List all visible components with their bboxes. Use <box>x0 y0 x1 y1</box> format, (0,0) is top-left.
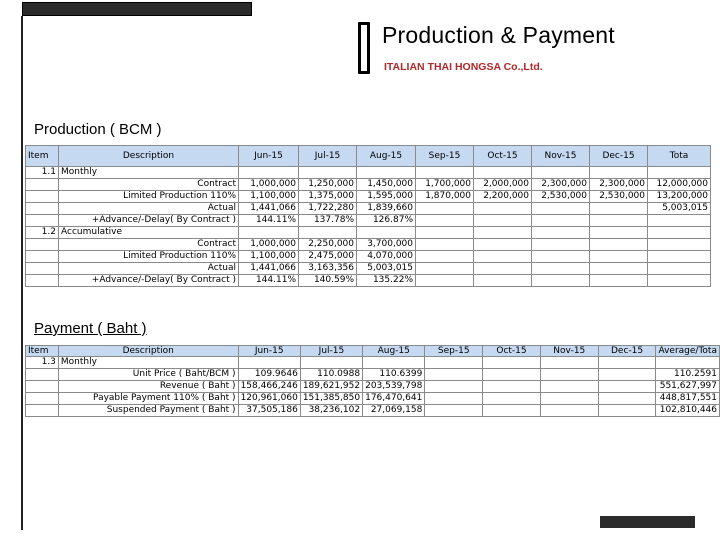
table-cell: 176,470,641 <box>363 393 425 405</box>
table-cell <box>474 203 532 215</box>
top-header-bar <box>22 2 252 16</box>
table-cell: 144.11% <box>239 215 299 227</box>
row-description: Monthly <box>59 167 239 179</box>
table-cell: 109.9646 <box>238 369 300 381</box>
table-row <box>26 369 720 381</box>
item-code: 1.2 <box>26 227 59 239</box>
table-cell <box>656 357 720 369</box>
table-cell <box>300 357 362 369</box>
column-header: Oct-15 <box>483 346 541 357</box>
column-header: Nov-15 <box>532 146 590 167</box>
table-cell: 2,530,000 <box>532 191 590 203</box>
slide-title: Production & Payment <box>382 22 615 48</box>
item-code: 1.3 <box>26 357 59 369</box>
column-header: Item <box>26 146 59 167</box>
table-cell <box>474 227 532 239</box>
table-cell: 3,700,000 <box>357 239 416 251</box>
table-cell: 110.2591 <box>656 369 720 381</box>
table-cell <box>299 227 357 239</box>
item-code <box>26 369 59 381</box>
table-cell: 1,000,000 <box>239 179 299 191</box>
table-cell <box>474 275 532 287</box>
table-cell <box>590 275 648 287</box>
table-cell: 2,530,000 <box>590 191 648 203</box>
table-cell <box>416 227 474 239</box>
table-row <box>26 203 711 215</box>
table-cell <box>357 167 416 179</box>
production-heading: Production ( BCM ) <box>34 121 162 138</box>
table-cell <box>239 167 299 179</box>
table-cell <box>416 239 474 251</box>
table-cell <box>540 369 598 381</box>
table-cell <box>416 203 474 215</box>
table-cell: 1,441,066 <box>239 203 299 215</box>
column-header: Jul-15 <box>299 146 357 167</box>
table-cell <box>474 251 532 263</box>
table-cell: 12,000,000 <box>648 179 711 191</box>
table-cell: 2,000,000 <box>474 179 532 191</box>
column-header: Description <box>59 146 239 167</box>
item-code <box>26 179 59 191</box>
table-cell <box>598 357 656 369</box>
item-code <box>26 251 59 263</box>
table-row <box>26 275 711 287</box>
table-cell <box>416 263 474 275</box>
table-cell: 158,466,246 <box>238 381 300 393</box>
table-cell <box>416 215 474 227</box>
table-cell <box>532 275 590 287</box>
table-cell: 2,250,000 <box>299 239 357 251</box>
table-cell: 151,385,850 <box>300 393 362 405</box>
table-cell: 1,000,000 <box>239 239 299 251</box>
table-cell <box>540 381 598 393</box>
item-code <box>26 275 59 287</box>
table-cell: 38,236,102 <box>300 405 362 417</box>
table-row <box>26 227 711 239</box>
table-cell: 137.78% <box>299 215 357 227</box>
title-bracket-icon <box>358 22 370 74</box>
table-cell: 13,200,000 <box>648 191 711 203</box>
table-cell: 144.11% <box>239 275 299 287</box>
company-name: ITALIAN THAI HONGSA Co.,Ltd. <box>384 61 543 73</box>
table-cell <box>239 227 299 239</box>
table-row <box>26 393 720 405</box>
column-header: Aug-15 <box>357 146 416 167</box>
table-cell <box>598 405 656 417</box>
table-row <box>26 381 720 393</box>
table-cell <box>648 239 711 251</box>
table-cell <box>540 405 598 417</box>
table-row <box>26 405 720 417</box>
column-header: Aug-15 <box>363 346 425 357</box>
column-header: Sep-15 <box>425 346 483 357</box>
table-cell <box>357 227 416 239</box>
row-description: Accumulative <box>59 227 239 239</box>
table-cell: 126.87% <box>357 215 416 227</box>
payment-table <box>25 345 720 417</box>
table-cell <box>474 263 532 275</box>
item-code <box>26 405 59 417</box>
production-header-row <box>26 146 711 167</box>
row-description: Suspended Payment ( Baht ) <box>58 405 238 417</box>
table-cell: 1,870,000 <box>416 191 474 203</box>
table-cell: 1,441,066 <box>239 263 299 275</box>
table-cell <box>590 215 648 227</box>
table-cell: 140.59% <box>299 275 357 287</box>
table-cell <box>648 263 711 275</box>
table-cell <box>532 167 590 179</box>
table-cell: 2,300,000 <box>532 179 590 191</box>
table-cell <box>598 393 656 405</box>
column-header: Item <box>26 346 59 357</box>
table-cell: 1,100,000 <box>239 191 299 203</box>
table-cell <box>532 215 590 227</box>
table-cell <box>483 405 541 417</box>
item-code <box>26 239 59 251</box>
table-cell <box>425 369 483 381</box>
table-cell: 1,722,280 <box>299 203 357 215</box>
table-cell <box>532 227 590 239</box>
table-cell: 448,817,551 <box>656 393 720 405</box>
row-description: +Advance/-Delay( By Contract ) <box>59 215 239 227</box>
item-code: 1.1 <box>26 167 59 179</box>
table-cell: 110.0988 <box>300 369 362 381</box>
table-cell <box>590 263 648 275</box>
table-cell <box>648 251 711 263</box>
item-code <box>26 203 59 215</box>
table-cell: 1,839,660 <box>357 203 416 215</box>
item-code <box>26 263 59 275</box>
table-cell: 189,621,952 <box>300 381 362 393</box>
table-row <box>26 251 711 263</box>
table-cell <box>598 381 656 393</box>
table-row <box>26 179 711 191</box>
table-cell: 2,475,000 <box>299 251 357 263</box>
column-header: Tota <box>648 146 711 167</box>
item-code <box>26 393 59 405</box>
table-cell: 120,961,060 <box>238 393 300 405</box>
table-cell <box>598 369 656 381</box>
table-cell <box>474 215 532 227</box>
table-cell <box>483 381 541 393</box>
table-cell <box>532 239 590 251</box>
table-cell: 102,810,446 <box>656 405 720 417</box>
table-cell: 3,163,356 <box>299 263 357 275</box>
table-row <box>26 167 711 179</box>
table-cell <box>648 215 711 227</box>
row-description: +Advance/-Delay( By Contract ) <box>59 275 239 287</box>
table-cell <box>648 275 711 287</box>
column-header: Dec-15 <box>590 146 648 167</box>
column-header: Oct-15 <box>474 146 532 167</box>
table-row <box>26 191 711 203</box>
column-header: Jun-15 <box>238 346 300 357</box>
row-description: Contract <box>59 239 239 251</box>
payment-header-row <box>26 346 720 357</box>
table-cell <box>532 251 590 263</box>
item-code <box>26 381 59 393</box>
table-row <box>26 357 720 369</box>
row-description: Actual <box>59 263 239 275</box>
table-cell <box>540 357 598 369</box>
table-cell <box>483 357 541 369</box>
table-cell <box>590 227 648 239</box>
table-cell: 2,200,000 <box>474 191 532 203</box>
row-description: Unit Price ( Baht/BCM ) <box>58 369 238 381</box>
table-cell: 110.6399 <box>363 369 425 381</box>
table-cell: 37,505,186 <box>238 405 300 417</box>
row-description: Limited Production 110% <box>59 191 239 203</box>
table-cell <box>532 203 590 215</box>
table-cell <box>299 167 357 179</box>
table-cell <box>590 239 648 251</box>
table-cell <box>425 393 483 405</box>
column-header: Average/Tota <box>656 346 720 357</box>
row-description: Contract <box>59 179 239 191</box>
row-description: Payable Payment 110% ( Baht ) <box>58 393 238 405</box>
row-description: Actual <box>59 203 239 215</box>
item-code <box>26 215 59 227</box>
table-cell <box>540 393 598 405</box>
table-cell: 1,450,000 <box>357 179 416 191</box>
table-row <box>26 215 711 227</box>
table-cell <box>483 393 541 405</box>
table-cell: 1,100,000 <box>239 251 299 263</box>
table-cell: 203,539,798 <box>363 381 425 393</box>
table-cell: 1,375,000 <box>299 191 357 203</box>
table-cell: 5,003,015 <box>648 203 711 215</box>
column-header: Description <box>58 346 238 357</box>
table-cell: 551,627,997 <box>656 381 720 393</box>
table-cell <box>474 167 532 179</box>
table-cell: 2,300,000 <box>590 179 648 191</box>
table-row <box>26 239 711 251</box>
table-cell <box>416 251 474 263</box>
table-cell <box>416 167 474 179</box>
table-cell <box>483 369 541 381</box>
table-cell: 1,250,000 <box>299 179 357 191</box>
table-cell: 135.22% <box>357 275 416 287</box>
column-header: Jul-15 <box>300 346 362 357</box>
row-description: Revenue ( Baht ) <box>58 381 238 393</box>
table-cell <box>648 167 711 179</box>
column-header: Dec-15 <box>598 346 656 357</box>
row-description: Monthly <box>58 357 238 369</box>
table-cell: 27,069,158 <box>363 405 425 417</box>
table-cell <box>648 227 711 239</box>
production-table <box>25 145 711 287</box>
table-cell: 5,003,015 <box>357 263 416 275</box>
left-border-line <box>21 16 23 530</box>
table-cell <box>474 239 532 251</box>
table-cell: 1,700,000 <box>416 179 474 191</box>
table-cell <box>425 381 483 393</box>
column-header: Sep-15 <box>416 146 474 167</box>
item-code <box>26 191 59 203</box>
table-cell: 1,595,000 <box>357 191 416 203</box>
table-cell <box>590 251 648 263</box>
table-cell <box>590 167 648 179</box>
table-cell <box>590 203 648 215</box>
table-cell <box>416 275 474 287</box>
table-cell <box>532 263 590 275</box>
column-header: Nov-15 <box>540 346 598 357</box>
table-cell <box>363 357 425 369</box>
table-cell <box>238 357 300 369</box>
payment-heading: Payment ( Baht ) <box>34 320 147 337</box>
bottom-footer-bar <box>600 516 695 528</box>
table-cell: 4,070,000 <box>357 251 416 263</box>
column-header: Jun-15 <box>239 146 299 167</box>
table-cell <box>425 405 483 417</box>
table-cell <box>425 357 483 369</box>
table-row <box>26 263 711 275</box>
row-description: Limited Production 110% <box>59 251 239 263</box>
